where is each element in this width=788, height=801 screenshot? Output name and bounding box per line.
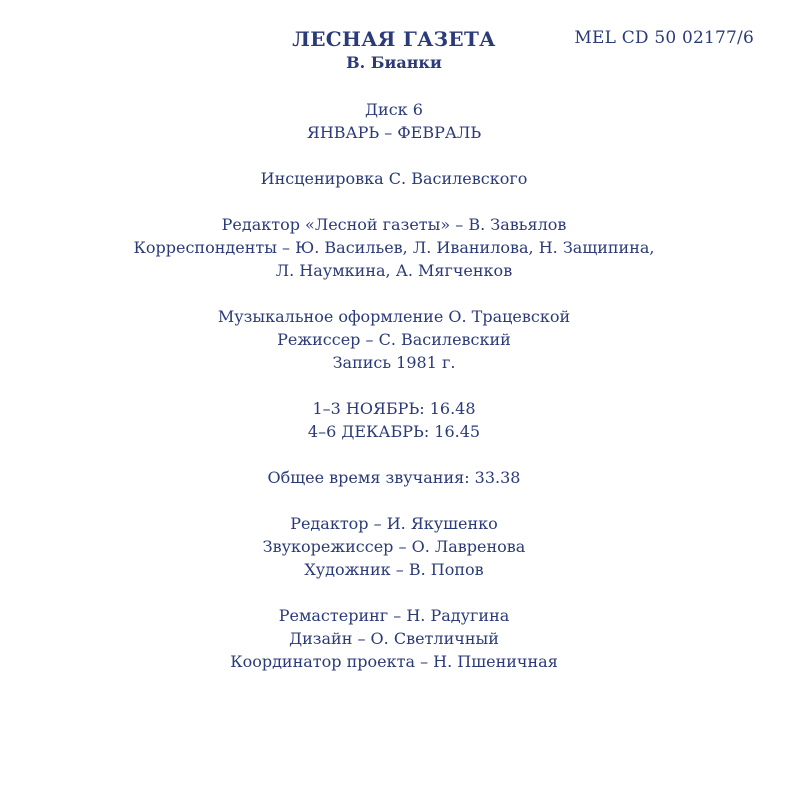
disc-months: ЯНВАРЬ – ФЕВРАЛЬ	[306, 123, 482, 142]
liner-notes	[0, 26, 788, 696]
catalog-number: MEL CD 50 02177/6	[574, 28, 754, 48]
editor-credit: Редактор «Лесной газеты» – В. Завьялов	[221, 215, 567, 234]
recording-year: Запись 1981 г.	[332, 353, 456, 372]
correspondents-credit: Корреспонденты – Ю. Васильев, Л. Иванилова, Н. Защипина,	[133, 238, 655, 257]
remaster-credits-block	[0, 604, 788, 673]
design-credit: Дизайн – О. Светличный	[289, 629, 499, 648]
total-time-block	[0, 466, 788, 489]
production-block	[0, 305, 788, 374]
track-november: 1–3 НОЯБРЬ: 16.48	[312, 399, 476, 418]
release-editor-credit: Редактор – И. Якушенко	[290, 514, 498, 533]
disc-info-block	[0, 98, 788, 144]
tracklist-block	[0, 397, 788, 443]
total-time: Общее время звучания: 33.38	[267, 468, 521, 487]
editorial-block	[0, 213, 788, 282]
director-credit: Режиссер – С. Василевский	[277, 330, 511, 349]
correspondents-credit-continued: Л. Наумкина, А. Мягченков	[275, 261, 513, 280]
disc-number: Диск 6	[365, 100, 423, 119]
author-name: В. Бианки	[346, 53, 442, 72]
document-title: ЛЕСНАЯ ГАЗЕТА	[292, 27, 496, 51]
track-december: 4–6 ДЕКАБРЬ: 16.45	[307, 422, 481, 441]
remastering-credit: Ремастеринг – Н. Радугина	[278, 606, 510, 625]
music-credit: Музыкальное оформление О. Трацевской	[217, 307, 571, 326]
staging-block	[0, 167, 788, 190]
release-credits-block	[0, 512, 788, 581]
artist-credit: Художник – В. Попов	[304, 560, 484, 579]
sound-engineer-credit: Звукорежиссер – О. Лавренова	[262, 537, 526, 556]
coordinator-credit: Координатор проекта – Н. Пшеничная	[230, 652, 558, 671]
staging-credit: Инсценировка С. Василевского	[260, 169, 528, 188]
